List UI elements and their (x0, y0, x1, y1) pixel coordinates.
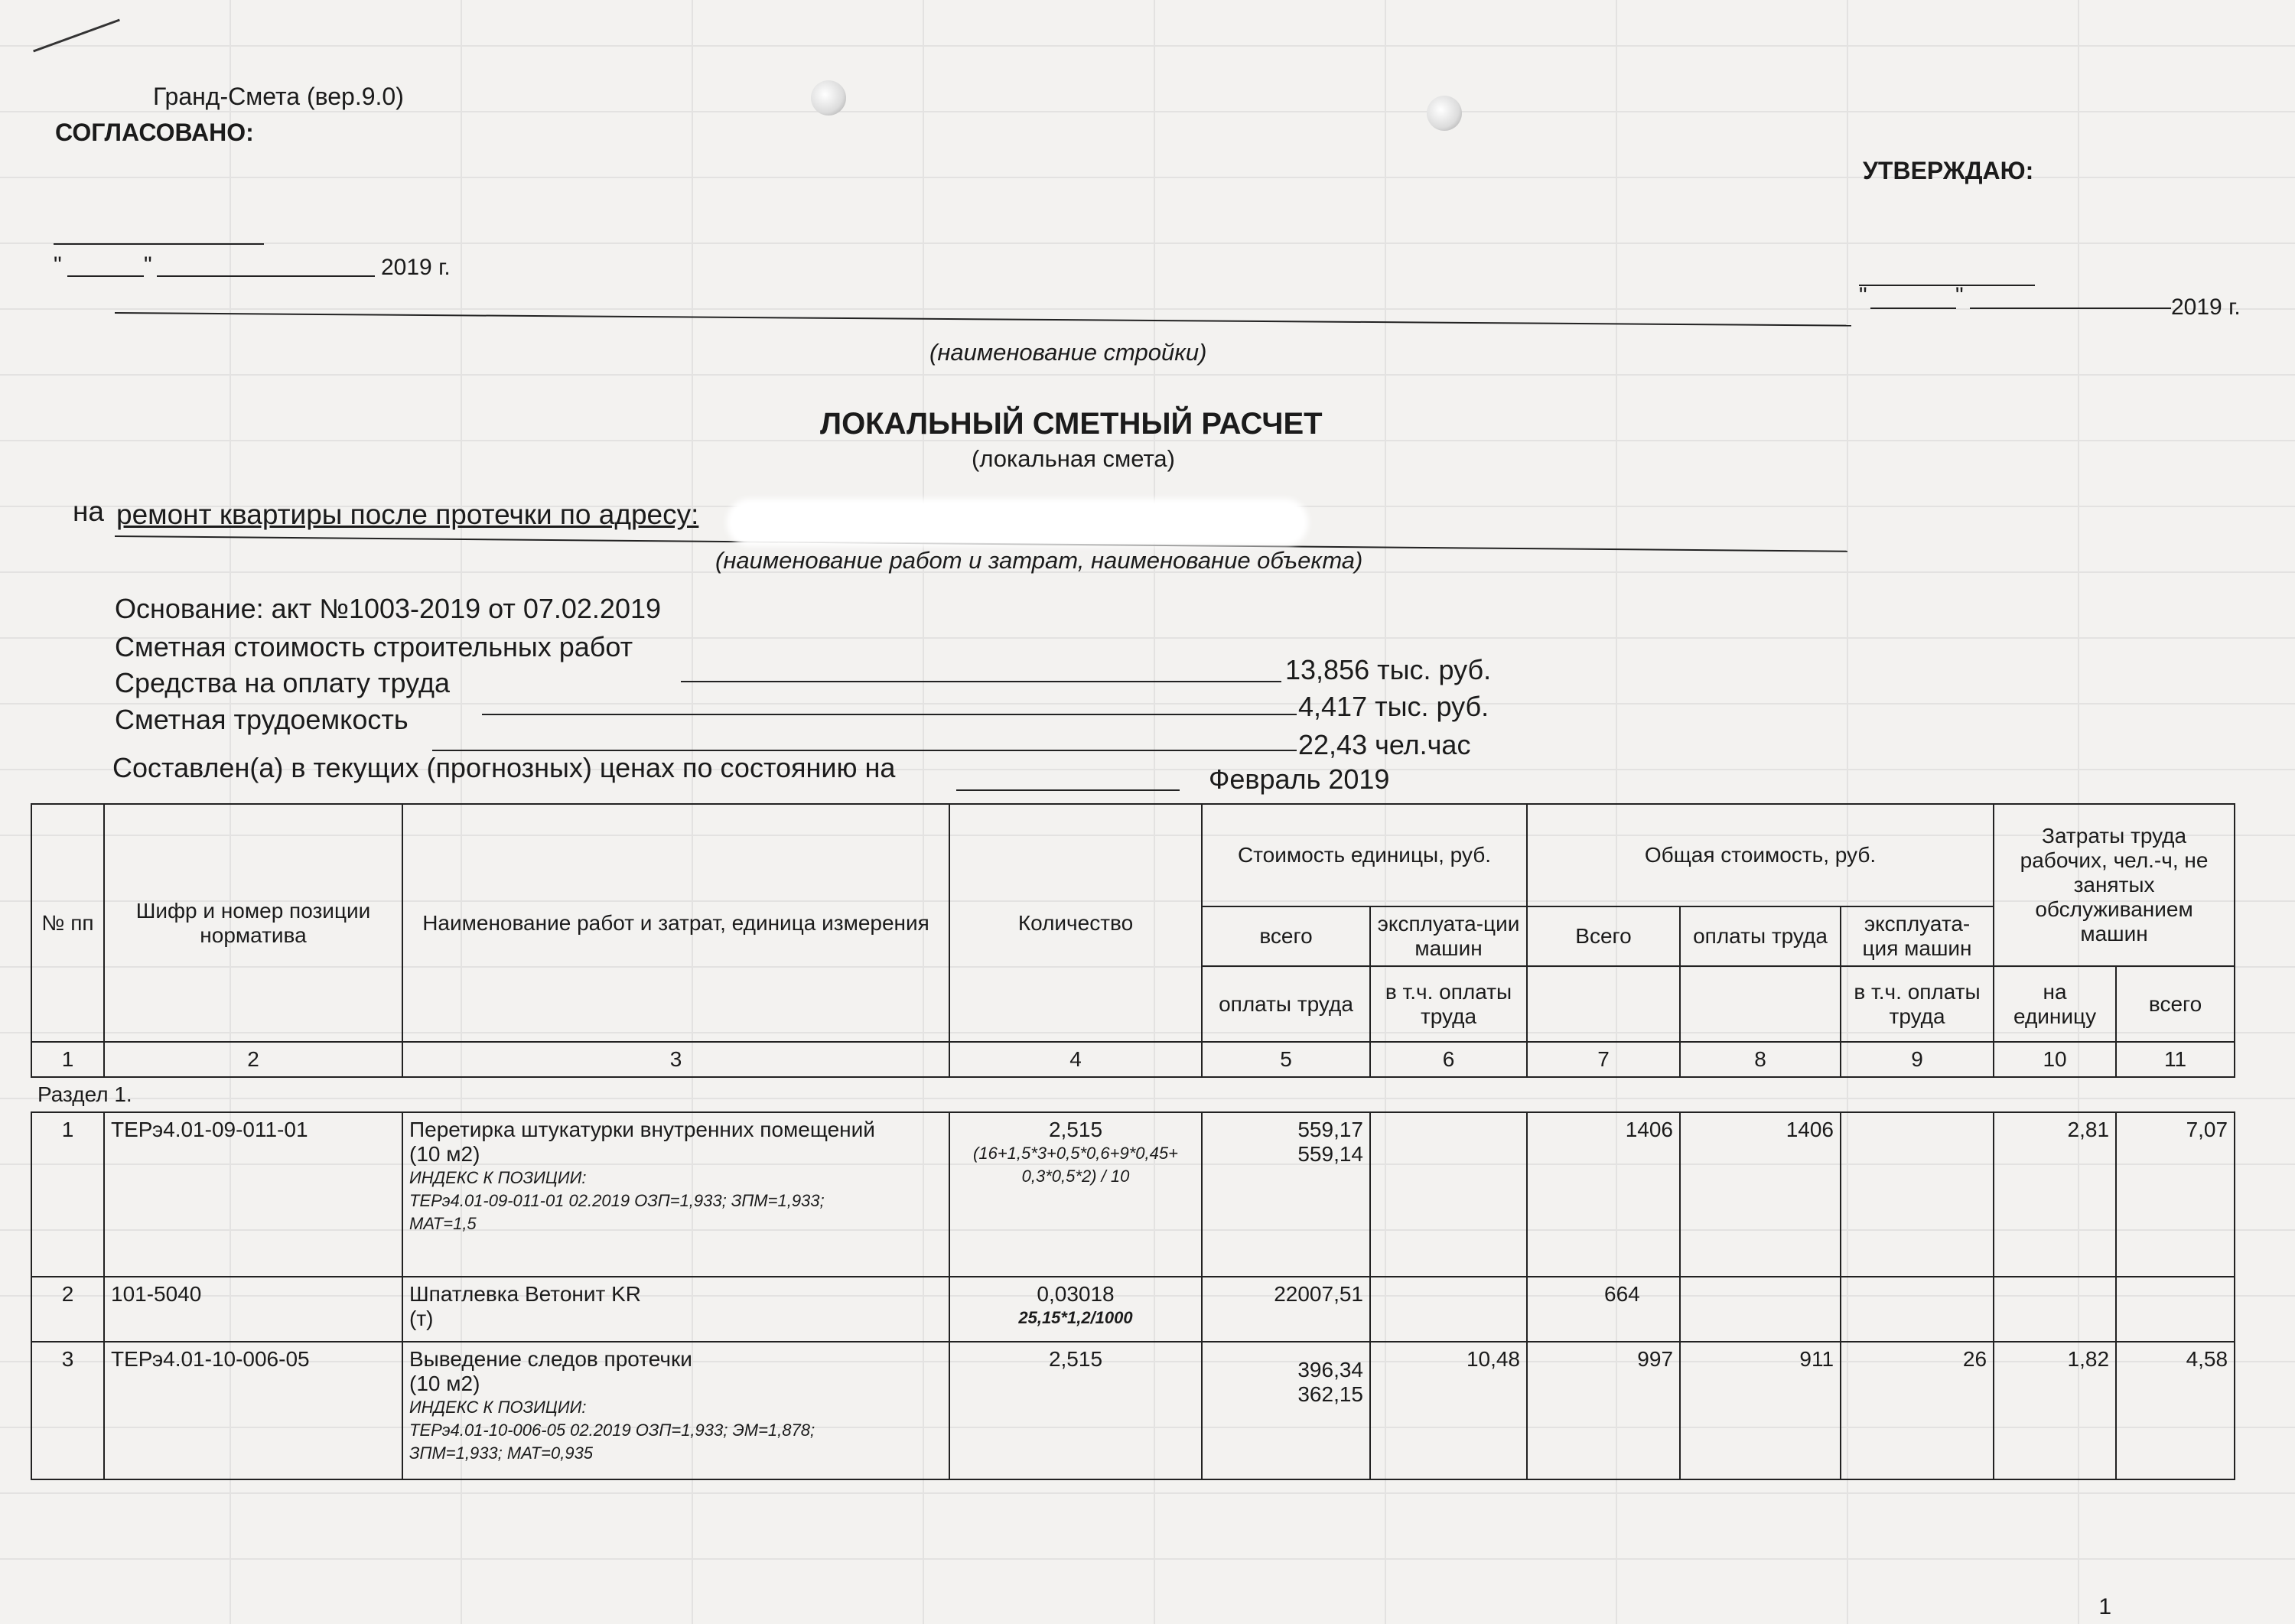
document-title: ЛОКАЛЬНЫЙ СМЕТНЫЙ РАСЧЕТ (820, 407, 1323, 441)
estimate-cost-value: 13,856 тыс. руб. (1285, 654, 1492, 685)
price-level-value: Февраль 2019 (1209, 763, 1390, 795)
agreed-day-line (67, 275, 144, 277)
punch-hole (811, 80, 846, 116)
header-num: № пп (31, 804, 104, 1042)
row-total: 1406 (1527, 1112, 1680, 1277)
construction-name-line (115, 312, 1851, 327)
row-name-cell (402, 1277, 949, 1342)
row-labor-unit (1994, 1277, 2116, 1342)
header-total-incl-wages: в т.ч. оплаты труда (1841, 966, 1994, 1042)
header-labor-per-unit: на единицу (1994, 966, 2116, 1042)
col-number: 5 (1202, 1042, 1370, 1077)
row-unit: (10 м2) (409, 1372, 480, 1395)
document-subtitle: (локальная смета) (972, 445, 1175, 472)
col-number: 3 (402, 1042, 949, 1077)
approve-label: УТВЕРЖДАЮ: (1863, 157, 2034, 184)
row-note: ТЕРэ4.01-09-011-01 02.2019 ОЗП=1,933; ЗПМ=1,933; (409, 1191, 825, 1210)
header-total: Всего (1527, 906, 1680, 966)
row-name-cell (402, 1112, 949, 1277)
approve-month-line (1970, 308, 2171, 309)
price-level-line (956, 789, 1180, 791)
estimate-cost-line (681, 681, 1281, 682)
row-qty: 2,515 (949, 1342, 1202, 1479)
row-qty-cell (949, 1277, 1202, 1342)
col-number: 9 (1841, 1042, 1994, 1077)
row-labor-all: 4,58 (2116, 1342, 2235, 1479)
approve-quote-open: " (1859, 283, 1867, 308)
approve-year: 2019 г. (2171, 295, 2241, 320)
col-number: 2 (104, 1042, 402, 1077)
agreed-year: 2019 г. (381, 255, 451, 280)
row-code: ТЕРэ4.01-10-006-05 (104, 1342, 402, 1479)
section-title: Раздел 1. (31, 1077, 2235, 1112)
col-number: 6 (1370, 1042, 1527, 1077)
row-total-machines (1841, 1277, 1994, 1342)
header-total-wages: оплаты труда (1680, 906, 1841, 966)
row-code: ТЕРэ4.01-09-011-01 (104, 1112, 402, 1277)
row-qty-cell (949, 1112, 1202, 1277)
col-number: 11 (2116, 1042, 2235, 1077)
agreed-quote-open: " (54, 252, 62, 278)
row-unit-machines: 10,48 (1370, 1342, 1527, 1479)
wages-label: Средства на оплату труда (115, 667, 450, 698)
page-number: 1 (2098, 1594, 2111, 1619)
header-total-machines: эксплуата-ция машин (1841, 906, 1994, 966)
row-labor-all: 7,07 (2116, 1112, 2235, 1277)
row-unit-machines (1370, 1112, 1527, 1277)
col-number: 4 (949, 1042, 1202, 1077)
row-total-wages: 911 (1680, 1342, 1841, 1479)
row-name: Выведение следов протечки (409, 1347, 692, 1371)
table-row (31, 1112, 2235, 1277)
row-total: 664 (1527, 1277, 1680, 1342)
header-unit-wages: оплаты труда (1202, 966, 1370, 1042)
row-unit-all: 559,17 (1297, 1118, 1363, 1141)
col-number: 7 (1527, 1042, 1680, 1077)
row-total-machines: 26 (1841, 1342, 1994, 1479)
row-total-wages: 1406 (1680, 1112, 1841, 1277)
row-unit-all: 396,34 (1297, 1358, 1363, 1382)
price-level-label: Составлен(а) в текущих (прогнозных) ценах по состоянию на (112, 752, 896, 783)
labor-intensity-value: 22,43 чел.час (1298, 729, 1471, 760)
construction-caption: (наименование стройки) (929, 339, 1207, 366)
row-name-cell (402, 1342, 949, 1479)
header-unit-machines: эксплуата-ции машин (1370, 906, 1527, 966)
row-note: ЗПМ=1,933; МАТ=0,935 (409, 1443, 594, 1463)
row-unit-all: 22007,51 (1202, 1277, 1370, 1342)
estimate-cost-label: Сметная стоимость строительных работ (115, 631, 633, 662)
row-unit-machines (1370, 1277, 1527, 1342)
redacted-address (727, 499, 1308, 546)
header-name: Наименование работ и затрат, единица измерения (402, 804, 949, 1042)
row-unit-wages: 362,15 (1297, 1382, 1363, 1406)
object-prefix: на (73, 496, 105, 527)
header-qty: Количество (949, 804, 1202, 1042)
row-num: 3 (31, 1342, 104, 1479)
header-code: Шифр и номер позиции норматива (104, 804, 402, 1042)
table-row (31, 1342, 2235, 1479)
row-qty: 2,515 (1048, 1118, 1103, 1141)
labor-intensity-label: Сметная трудоемкость (115, 704, 409, 735)
row-unit-cost-cell (1202, 1112, 1370, 1277)
approve-day-line (1870, 308, 1956, 309)
row-note: МАТ=1,5 (409, 1214, 477, 1233)
row-qty-formula: (16+1,5*3+0,5*0,6+9*0,45+ (973, 1144, 1178, 1163)
approve-quote-close: " (1955, 283, 1964, 308)
row-num: 2 (31, 1277, 104, 1342)
row-note-heading: ИНДЕКС К ПОЗИЦИИ: (409, 1398, 587, 1417)
row-total-wages (1680, 1277, 1841, 1342)
row-qty-formula: 0,3*0,5*2) / 10 (1021, 1167, 1130, 1186)
col-number: 1 (31, 1042, 104, 1077)
header-unit-all: всего (1202, 906, 1370, 966)
wages-value: 4,417 тыс. руб. (1298, 691, 1489, 722)
header-unit-incl-wages: в т.ч. оплаты труда (1370, 966, 1527, 1042)
table-row (31, 1277, 2235, 1342)
agreed-quote-close: " (144, 252, 152, 278)
col-number: 10 (1994, 1042, 2116, 1077)
basis-text: Основание: акт №1003-2019 от 07.02.2019 (115, 593, 662, 624)
labor-intensity-line (432, 750, 1297, 751)
header-unit-cost: Стоимость единицы, руб. (1202, 804, 1527, 906)
row-unit-wages: 559,14 (1297, 1142, 1363, 1166)
row-qty-formula: 25,15*1,2/1000 (1018, 1308, 1133, 1327)
object-text: ремонт квартиры после протечки по адресу: (116, 499, 699, 530)
program-name: Гранд-Смета (вер.9.0) (153, 83, 404, 110)
agreed-signature-line (54, 243, 264, 245)
row-note-heading: ИНДЕКС К ПОЗИЦИИ: (409, 1168, 587, 1187)
header-wages-spacer (1680, 966, 1841, 1042)
row-labor-unit: 2,81 (1994, 1112, 2116, 1277)
header-total-cost: Общая стоимость, руб. (1527, 804, 1994, 906)
header-total-spacer (1527, 966, 1680, 1042)
row-name: Перетирка штукатурки внутренних помещений (409, 1118, 875, 1141)
header-labor: Затраты труда рабочих, чел.-ч, не занятых обслуживанием машин (1994, 804, 2235, 966)
row-unit: (10 м2) (409, 1142, 480, 1166)
wages-line (482, 714, 1297, 715)
row-total-machines (1841, 1112, 1994, 1277)
row-total: 997 (1527, 1342, 1680, 1479)
row-code: 101-5040 (104, 1277, 402, 1342)
row-num: 1 (31, 1112, 104, 1277)
col-number: 8 (1680, 1042, 1841, 1077)
pen-mark (33, 19, 120, 53)
estimate-table (31, 803, 2235, 1480)
row-qty: 0,03018 (1037, 1282, 1115, 1306)
row-note: ТЕРэ4.01-10-006-05 02.2019 ОЗП=1,933; ЭМ=1,878; (409, 1421, 815, 1440)
approve-signature-line (1859, 285, 2035, 286)
agreed-label: СОГЛАСОВАНО: (55, 119, 254, 146)
object-caption: (наименование работ и затрат, наименование объекта) (715, 547, 1363, 574)
agreed-month-line (157, 275, 375, 277)
row-name: Шпатлевка Ветонит KR (409, 1282, 641, 1306)
header-labor-all: всего (2116, 966, 2235, 1042)
row-unit-cost-cell (1202, 1342, 1370, 1479)
punch-hole (1427, 96, 1462, 131)
row-labor-all (2116, 1277, 2235, 1342)
row-unit: (т) (409, 1307, 434, 1330)
row-labor-unit: 1,82 (1994, 1342, 2116, 1479)
